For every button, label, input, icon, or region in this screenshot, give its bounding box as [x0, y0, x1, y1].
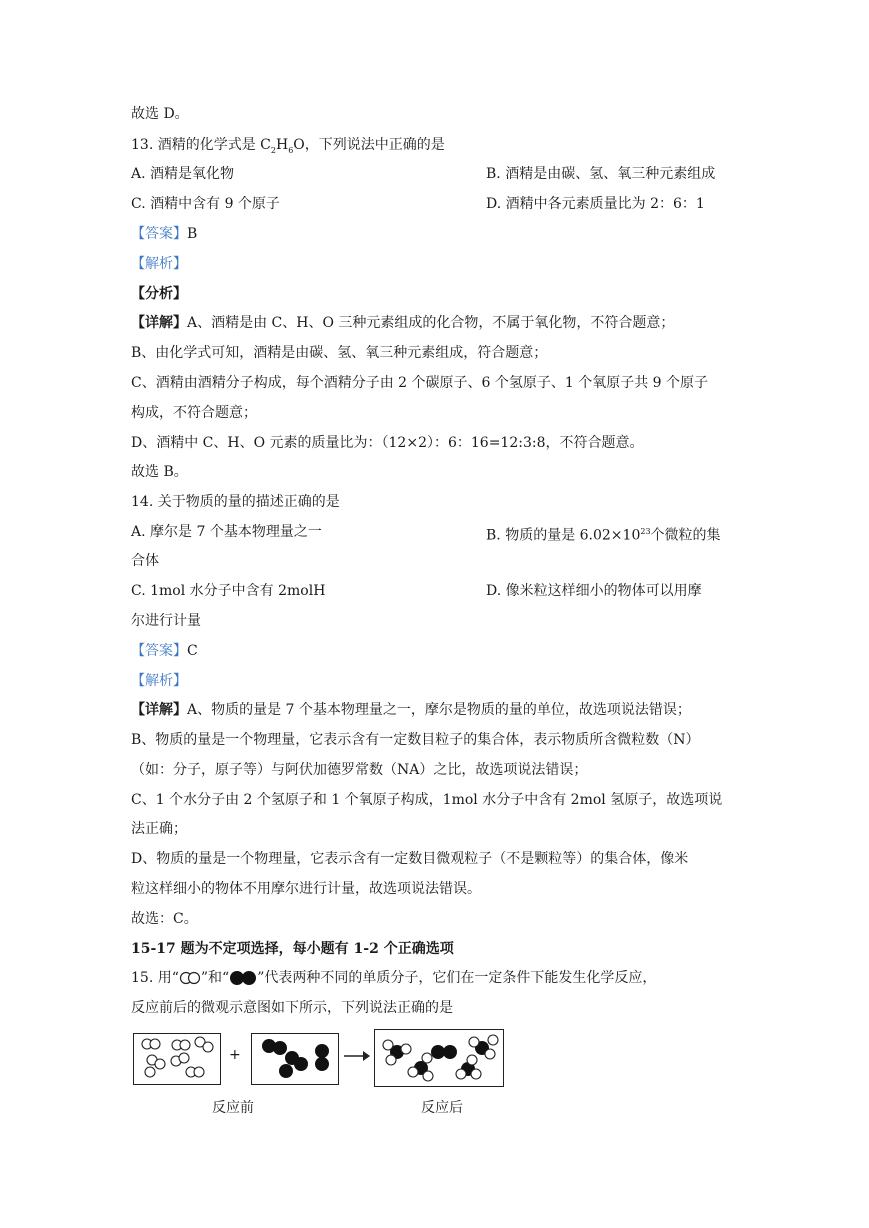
q14-detail-a-text: A、物质的量是 7 个基本物理量之一，摩尔是物质的量的单位，故选项说法错误；	[187, 702, 691, 718]
q14-detail-b1: B、物质的量是一个物理量，它表示含有一定数目粒子的集合体，表示物质所含微粒数（N）	[131, 732, 700, 748]
label-after-reaction: 反应后	[421, 1100, 463, 1116]
q13-detail-tag: 【详解】	[131, 315, 187, 331]
q14-analysis-tag: 【解析】	[131, 673, 187, 689]
q14-option-c: C. 1mol 水分子中含有 2molH	[131, 583, 326, 599]
q13-analysis-tag: 【解析】	[131, 256, 187, 272]
q14-option-b-sup: 23	[640, 527, 651, 536]
q13-option-a: A. 酒精是氧化物	[131, 166, 235, 182]
q14-option-b-prefix: B. 物质的量是 6.02×10	[486, 527, 641, 544]
q13-formula-mid: H	[275, 137, 289, 153]
reactant-solid-box	[251, 1033, 339, 1085]
plus-sign: +	[229, 1047, 241, 1063]
reactant-hollow-box	[133, 1033, 221, 1085]
q14-option-a: A. 摩尔是 7 个基本物理量之一	[131, 524, 322, 540]
q13-stem-suffix: O，下列说法中正确的是	[293, 137, 445, 153]
q13-detail-a-text: A、酒精是由 C、H、O 三种元素组成的化合物，不属于氧化物，不符合题意；	[187, 315, 675, 331]
q12-conclusion: 故选 D。	[131, 106, 189, 122]
q13-answer-tag: 【答案】	[131, 226, 187, 242]
hollow-molecule-icon	[179, 971, 201, 985]
q13-stem-prefix: 13. 酒精的化学式是 C	[131, 137, 271, 153]
q14-conclusion: 故选：C。	[131, 911, 198, 927]
q13-detail-c1: C、酒精由酒精分子构成，每个酒精分子由 2 个碳原子、6 个氢原子、1 个氧原子共 9 个原子	[131, 375, 709, 391]
q13-detail-a	[131, 313, 674, 333]
q13-formula-sub2: 6	[288, 145, 294, 155]
q14-stem: 14. 关于物质的量的描述正确的是	[131, 494, 340, 510]
q15-stem	[131, 968, 656, 988]
q13-formula-sub1: 2	[270, 145, 276, 155]
q14-detail-c1: C、1 个水分子由 2 个氢原子和 1 个氧原子构成，1mol 水分子中含有 2mol 氢原子，故选项说	[131, 792, 723, 808]
q13-detail-b: B、由化学式可知，酒精是由碳、氢、氧三种元素组成，符合题意；	[131, 345, 548, 361]
q14-option-b	[486, 522, 721, 546]
q13-option-b: B. 酒精是由碳、氢、氧三种元素组成	[486, 166, 716, 182]
q14-option-d: D. 像米粒这样细小的物体可以用摩	[486, 583, 702, 599]
solid-molecule-icon	[229, 970, 257, 986]
label-before-reaction: 反应前	[212, 1100, 254, 1116]
hollow-molecules-diagram	[134, 1034, 220, 1084]
q13-answer-value: B	[187, 226, 198, 242]
q14-detail-b2: （如：分子，原子等）与阿伏加德罗常数（NA）之比，故选项说法错误；	[131, 762, 588, 778]
q13-option-d: D. 酒精中各元素质量比为 2：6：1	[486, 196, 705, 212]
q14-detail-d2: 粒这样细小的物体不用摩尔进行计量，故选项说法错误。	[131, 881, 481, 897]
q13-detail-d: D、酒精中 C、H、O 元素的质量比为：（12×2）：6：16=12:3:8，不符合题意。	[131, 435, 644, 451]
q13-option-c: C. 酒精中含有 9 个原子	[131, 196, 280, 212]
q13-detail-c2: 构成，不符合题意；	[131, 405, 257, 421]
q14-option-b-cont: 合体	[131, 553, 159, 569]
q15-stem-line2: 反应前后的微观示意图如下所示，下列说法正确的是	[131, 1000, 453, 1016]
q14-option-d-cont: 尔进行计量	[131, 613, 201, 629]
section-header: 15-17 题为不定项选择，每小题有 1-2 个正确选项	[131, 941, 454, 957]
q13-answer	[131, 224, 197, 244]
q14-detail-c2: 法正确；	[131, 821, 187, 837]
q13-fenxi-tag: 【分析】	[131, 286, 187, 302]
reaction-arrow-icon	[343, 1049, 371, 1063]
q14-answer	[131, 641, 198, 661]
q14-option-b-suffix: 个微粒的集	[650, 527, 721, 544]
q13-conclusion: 故选 B。	[131, 464, 188, 480]
q15-stem-suffix: ”代表两种不同的单质分子，它们在一定条件下能发生化学反应，	[257, 970, 657, 986]
q14-answer-tag: 【答案】	[131, 643, 187, 659]
q13-stem	[131, 135, 445, 161]
q14-detail-tag: 【详解】	[131, 702, 187, 718]
q15-stem-prefix: 15. 用“	[131, 970, 179, 986]
q14-detail-d1: D、物质的量是一个物理量，它表示含有一定数目微观粒子（不是颗粒等）的集合体，像米	[131, 851, 689, 867]
q14-answer-value: C	[187, 643, 198, 659]
product-molecules-diagram	[375, 1030, 503, 1086]
product-box	[374, 1029, 504, 1087]
solid-molecules-diagram	[252, 1034, 338, 1084]
q15-stem-mid: ”和“	[200, 970, 230, 986]
q14-detail-a	[131, 700, 691, 720]
